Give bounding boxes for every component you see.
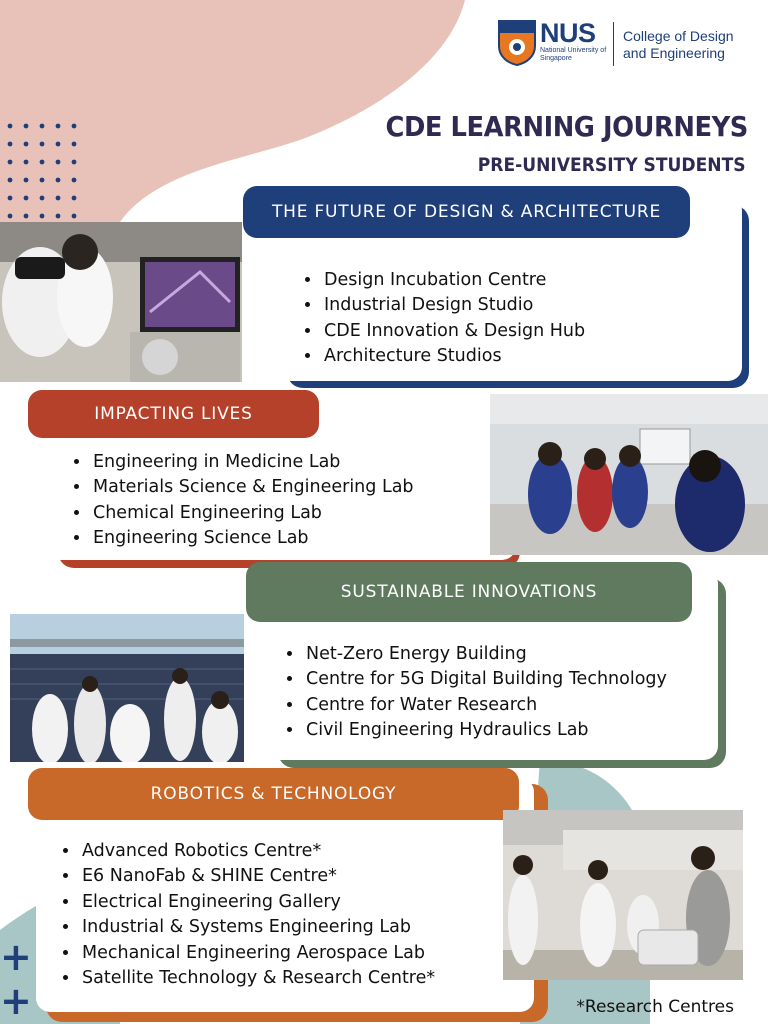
- list-item: • Engineering Science Lab: [91, 526, 531, 551]
- list-item: • Net-Zero Energy Building: [304, 642, 744, 667]
- list-item: • Mechanical Engineering Aerospace Lab: [80, 941, 550, 966]
- section-2-heading: IMPACTING LIVES: [28, 390, 319, 438]
- list-item: • Centre for 5G Digital Building Technology: [304, 667, 744, 692]
- list-item: • Design Incubation Centre: [322, 268, 752, 293]
- list-item: • Electrical Engineering Gallery: [80, 890, 550, 915]
- section-3-list: [284, 642, 744, 744]
- list-item: • E6 NanoFab & SHINE Centre*: [80, 864, 550, 889]
- rooftop-solar-panels-photo: [10, 614, 244, 762]
- research-centres-footnote: *Research Centres: [576, 997, 734, 1017]
- section-4-list: [60, 839, 550, 991]
- list-item: • Industrial Design Studio: [322, 293, 752, 318]
- section-4-heading: ROBOTICS & TECHNOLOGY: [28, 768, 519, 820]
- robotics-lab-photo: [503, 810, 743, 980]
- section-1-list: [302, 268, 752, 370]
- section-2-list: [71, 450, 531, 552]
- nus-wordmark: NUS: [540, 18, 596, 48]
- logo-divider: [613, 22, 614, 66]
- list-item: • Engineering in Medicine Lab: [91, 450, 531, 475]
- list-item: • Satellite Technology & Research Centre*: [80, 966, 550, 991]
- list-item: • Advanced Robotics Centre*: [80, 839, 550, 864]
- students-in-lab-photo: [490, 394, 768, 555]
- vr-headset-students-photo: [0, 222, 242, 382]
- nus-cde-logo[interactable]: [498, 18, 748, 68]
- list-item: • CDE Innovation & Design Hub: [322, 319, 752, 344]
- section-1-heading: THE FUTURE OF DESIGN & ARCHITECTURE: [243, 186, 690, 238]
- page-subtitle: PRE-UNIVERSITY STUDENTS: [478, 154, 746, 176]
- page-title: CDE LEARNING JOURNEYS: [385, 110, 748, 143]
- list-item: • Industrial & Systems Engineering Lab: [80, 915, 550, 940]
- list-item: • Chemical Engineering Lab: [91, 501, 531, 526]
- section-3-heading: SUSTAINABLE INNOVATIONS: [246, 562, 692, 622]
- list-item: • Architecture Studios: [322, 344, 752, 369]
- list-item: • Civil Engineering Hydraulics Lab: [304, 718, 744, 743]
- dot-grid-decoration: [6, 120, 84, 220]
- nus-crest-icon: [498, 20, 536, 66]
- nus-subline: National University of Singapore: [540, 47, 607, 62]
- college-name: College of Design and Engineering: [623, 28, 734, 61]
- list-item: • Centre for Water Research: [304, 693, 744, 718]
- list-item: • Materials Science & Engineering Lab: [91, 475, 531, 500]
- plus-icon: +: [0, 935, 32, 979]
- plus-icon: +: [0, 979, 32, 1023]
